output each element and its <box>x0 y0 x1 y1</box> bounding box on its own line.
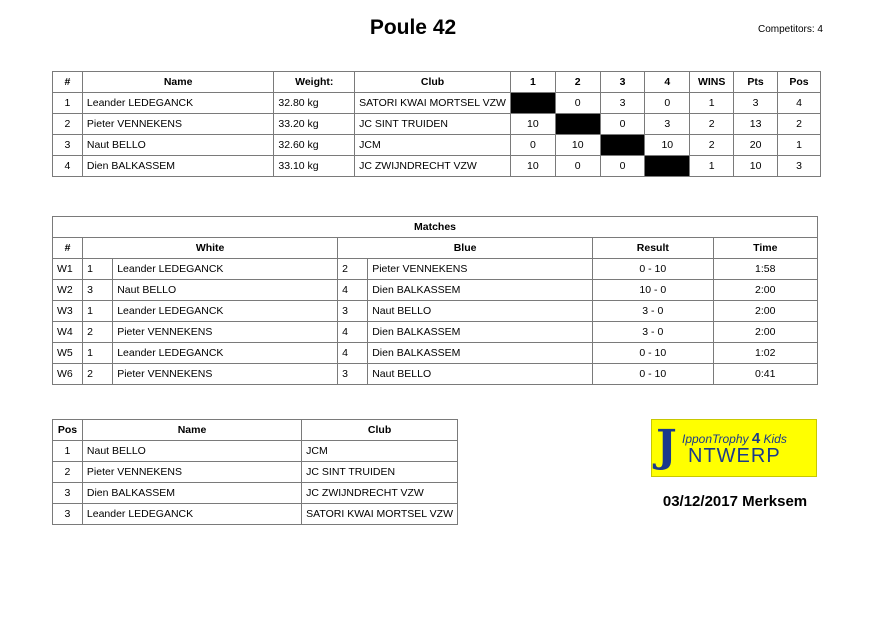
blue-number: 3 <box>338 301 368 322</box>
pool-header-cell: 2 <box>555 72 600 93</box>
ranking-header-cell: Pos <box>53 420 83 441</box>
competitor-club: SATORI KWAI MORTSEL VZW <box>355 93 511 114</box>
white-number: 1 <box>83 301 113 322</box>
ranking-header-cell: Name <box>82 420 301 441</box>
pool-header-cell: Club <box>355 72 511 93</box>
table-row <box>53 483 458 504</box>
blue-number: 4 <box>338 280 368 301</box>
white-name: Naut BELLO <box>113 280 338 301</box>
score-cell: 10 <box>510 156 555 177</box>
matches-header-row <box>53 238 818 259</box>
competitor-number: 1 <box>53 93 83 114</box>
logo-line1-text: IpponTrophy <box>682 432 752 446</box>
ranking-table <box>52 419 458 525</box>
pool-header-cell: Pts <box>734 72 778 93</box>
table-row <box>53 135 821 156</box>
ranking-name: Naut BELLO <box>82 441 301 462</box>
score-cell: 0 <box>510 135 555 156</box>
score-cell <box>645 156 690 177</box>
table-row <box>53 93 821 114</box>
blue-number: 4 <box>338 343 368 364</box>
pool-header-cell: # <box>53 72 83 93</box>
score-cell: 3 <box>645 114 690 135</box>
wins-cell: 2 <box>690 114 734 135</box>
blue-name: Naut BELLO <box>368 301 593 322</box>
matches-table <box>52 216 818 385</box>
matches-header-num: # <box>53 238 83 259</box>
table-row <box>53 156 821 177</box>
ranking-header-row <box>53 420 458 441</box>
match-time: 1:58 <box>713 259 817 280</box>
pool-header-cell: 1 <box>510 72 555 93</box>
blue-name: Pieter VENNEKENS <box>368 259 593 280</box>
competitors-count: Competitors: 4 <box>757 24 823 35</box>
white-number: 2 <box>83 364 113 385</box>
pool-header-cell: WINS <box>690 72 734 93</box>
pool-header-cell: Pos <box>778 72 821 93</box>
competitor-name: Pieter VENNEKENS <box>82 114 273 135</box>
white-name: Pieter VENNEKENS <box>113 364 338 385</box>
score-cell: 0 <box>645 93 690 114</box>
ranking-club: JC SINT TRUIDEN <box>302 462 458 483</box>
table-row <box>53 322 818 343</box>
points-cell: 20 <box>734 135 778 156</box>
competitor-weight: 32.60 kg <box>274 135 355 156</box>
blue-name: Dien BALKASSEM <box>368 280 593 301</box>
match-id: W6 <box>53 364 83 385</box>
score-cell: 10 <box>645 135 690 156</box>
table-row <box>53 441 458 462</box>
blue-name: Dien BALKASSEM <box>368 322 593 343</box>
white-number: 2 <box>83 322 113 343</box>
match-id: W3 <box>53 301 83 322</box>
matches-header-time: Time <box>713 238 817 259</box>
table-row <box>53 259 818 280</box>
match-result: 0 - 10 <box>593 343 713 364</box>
pool-table <box>52 71 821 177</box>
white-name: Leander LEDEGANCK <box>113 301 338 322</box>
match-id: W5 <box>53 343 83 364</box>
white-number: 3 <box>83 280 113 301</box>
points-cell: 3 <box>734 93 778 114</box>
position-cell: 3 <box>778 156 821 177</box>
ranking-name: Dien BALKASSEM <box>82 483 301 504</box>
ranking-club: SATORI KWAI MORTSEL VZW <box>302 504 458 525</box>
competitor-number: 2 <box>53 114 83 135</box>
score-cell: 0 <box>555 156 600 177</box>
score-cell: 0 <box>600 114 645 135</box>
white-name: Leander LEDEGANCK <box>113 259 338 280</box>
position-cell: 4 <box>778 93 821 114</box>
event-date: 03/12/2017 Merksem <box>662 493 808 510</box>
points-cell: 10 <box>734 156 778 177</box>
competitor-name: Leander LEDEGANCK <box>82 93 273 114</box>
ranking-position: 3 <box>53 483 83 504</box>
logo-j-letter: J <box>656 421 677 472</box>
ranking-name: Pieter VENNEKENS <box>82 462 301 483</box>
table-row <box>53 364 818 385</box>
table-row <box>53 301 818 322</box>
white-number: 1 <box>83 343 113 364</box>
white-name: Pieter VENNEKENS <box>113 322 338 343</box>
ranking-name: Leander LEDEGANCK <box>82 504 301 525</box>
match-result: 0 - 10 <box>593 259 713 280</box>
blue-number: 3 <box>338 364 368 385</box>
logo-line2: NTWERP <box>688 445 781 467</box>
score-cell: 10 <box>555 135 600 156</box>
match-id: W1 <box>53 259 83 280</box>
match-id: W4 <box>53 322 83 343</box>
blue-name: Naut BELLO <box>368 364 593 385</box>
match-time: 0:41 <box>713 364 817 385</box>
wins-cell: 1 <box>690 156 734 177</box>
match-id: W2 <box>53 280 83 301</box>
matches-header-white: White <box>83 238 338 259</box>
table-row <box>53 462 458 483</box>
score-cell <box>555 114 600 135</box>
table-row <box>53 280 818 301</box>
competitor-weight: 32.80 kg <box>274 93 355 114</box>
competitor-name: Naut BELLO <box>82 135 273 156</box>
ranking-club: JCM <box>302 441 458 462</box>
competitor-weight: 33.10 kg <box>274 156 355 177</box>
blue-number: 2 <box>338 259 368 280</box>
matches-header-result: Result <box>593 238 713 259</box>
ranking-club: JC ZWIJNDRECHT VZW <box>302 483 458 504</box>
score-cell: 0 <box>600 156 645 177</box>
pool-header-cell: 4 <box>645 72 690 93</box>
match-time: 1:02 <box>713 343 817 364</box>
matches-caption: Matches <box>53 217 818 238</box>
match-time: 2:00 <box>713 280 817 301</box>
ippon-trophy-logo <box>651 419 817 477</box>
score-cell: 3 <box>600 93 645 114</box>
table-row <box>53 114 821 135</box>
points-cell: 13 <box>734 114 778 135</box>
white-name: Leander LEDEGANCK <box>113 343 338 364</box>
logo-line1-tail: Kids <box>760 432 787 446</box>
white-number: 1 <box>83 259 113 280</box>
match-time: 2:00 <box>713 322 817 343</box>
competitor-name: Dien BALKASSEM <box>82 156 273 177</box>
match-time: 2:00 <box>713 301 817 322</box>
match-result: 0 - 10 <box>593 364 713 385</box>
wins-cell: 2 <box>690 135 734 156</box>
position-cell: 2 <box>778 114 821 135</box>
match-result: 3 - 0 <box>593 301 713 322</box>
match-result: 10 - 0 <box>593 280 713 301</box>
score-cell: 10 <box>510 114 555 135</box>
competitor-club: JCM <box>355 135 511 156</box>
score-cell: 0 <box>555 93 600 114</box>
ranking-position: 3 <box>53 504 83 525</box>
wins-cell: 1 <box>690 93 734 114</box>
pool-header-cell: Weight: <box>274 72 355 93</box>
ranking-position: 2 <box>53 462 83 483</box>
competitor-club: JC ZWIJNDRECHT VZW <box>355 156 511 177</box>
table-row <box>53 504 458 525</box>
ranking-header-cell: Club <box>302 420 458 441</box>
score-cell <box>510 93 555 114</box>
pool-header-cell: Name <box>82 72 273 93</box>
competitor-club: JC SINT TRUIDEN <box>355 114 511 135</box>
table-row <box>53 343 818 364</box>
match-result: 3 - 0 <box>593 322 713 343</box>
blue-name: Dien BALKASSEM <box>368 343 593 364</box>
pool-header-cell: 3 <box>600 72 645 93</box>
competitor-weight: 33.20 kg <box>274 114 355 135</box>
pool-header-row <box>53 72 821 93</box>
blue-number: 4 <box>338 322 368 343</box>
matches-header-blue: Blue <box>338 238 593 259</box>
logo-line1-number: 4 <box>751 430 761 447</box>
competitor-number: 3 <box>53 135 83 156</box>
page-title: Poule 42 <box>369 16 457 39</box>
ranking-position: 1 <box>53 441 83 462</box>
competitor-number: 4 <box>53 156 83 177</box>
position-cell: 1 <box>778 135 821 156</box>
score-cell <box>600 135 645 156</box>
